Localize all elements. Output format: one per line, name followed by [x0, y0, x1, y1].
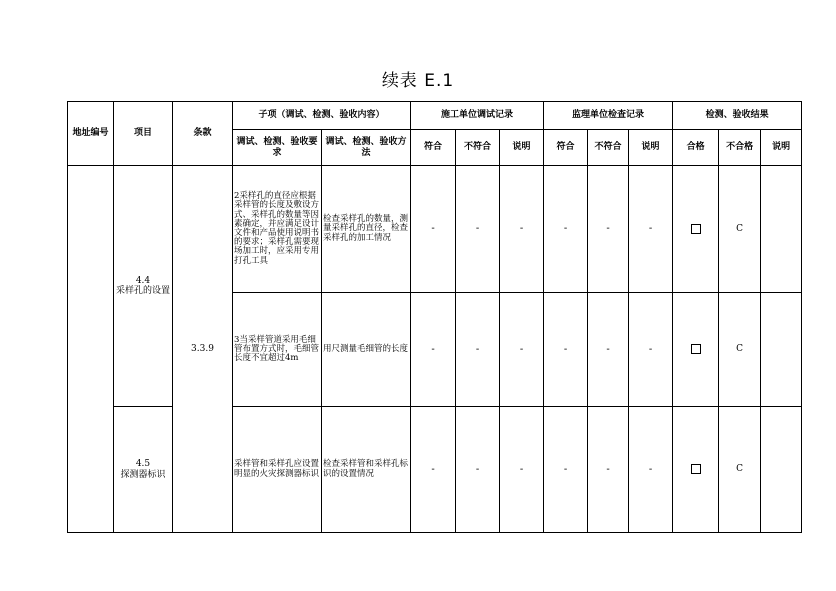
construction-explain-mark: -: [500, 166, 544, 293]
result-explain-cell: [761, 407, 802, 533]
qualified-cell: [673, 293, 719, 407]
clause-cell: 3.3.9: [173, 166, 233, 533]
header-clause: 条款: [173, 102, 233, 166]
construction-conform-mark: -: [411, 293, 456, 407]
supervision-conform-mark: -: [544, 407, 588, 533]
item-45-cell: [114, 407, 173, 533]
construction-explain-mark: -: [500, 407, 544, 533]
inspection-table: [67, 101, 802, 533]
supervision-explain-mark: -: [629, 407, 673, 533]
unqualified-cell: C: [719, 407, 761, 533]
qualified-checkbox[interactable]: [691, 344, 701, 354]
header-supervision-conform: 符合: [544, 130, 588, 166]
supervision-conform-mark: -: [544, 166, 588, 293]
result-explain-cell: [761, 166, 802, 293]
supervision-conform-mark: -: [544, 293, 588, 407]
item-44-name: 采样孔的设置: [115, 286, 170, 296]
requirement-cell: 2采样孔的直径应根据采样管的长度及敷设方式、采样孔的数量等因素确定，并应满足设计文件和产品使用说明书的要求；采样孔需要现场加工时，应采用专用打孔工具: [233, 166, 322, 293]
qualified-cell: [673, 407, 719, 533]
header-supervision-record: 监理单位检查记录: [544, 102, 673, 130]
result-explain-cell: [761, 293, 802, 407]
unqualified-cell: C: [719, 166, 761, 293]
header-construction-conform: 符合: [411, 130, 456, 166]
supervision-nonconform-mark: -: [588, 293, 629, 407]
supervision-nonconform-mark: -: [588, 166, 629, 293]
construction-conform-mark: -: [411, 407, 456, 533]
construction-nonconform-mark: -: [456, 166, 500, 293]
header-qualified: 合格: [673, 130, 719, 166]
header-requirement: 调试、检测、验收要求: [233, 130, 322, 166]
supervision-explain-mark: -: [629, 166, 673, 293]
construction-explain-mark: -: [500, 293, 544, 407]
header-construction-nonconform: 不符合: [456, 130, 500, 166]
item-45-name: 探测器标识: [120, 469, 166, 480]
method-cell: 检查采样管和采样孔标识的设置情况: [322, 407, 411, 533]
table-title: 续表 E.1: [381, 71, 455, 91]
item-45-number: 4.5: [135, 459, 151, 470]
method-cell: 用尺测量毛细管的长度: [322, 293, 411, 407]
item-44-number: 4.4: [135, 275, 151, 286]
header-unqualified: 不合格: [719, 130, 761, 166]
header-result: 检测、验收结果: [673, 102, 802, 130]
construction-conform-mark: -: [411, 166, 456, 293]
header-method: 调试、检测、验收方法: [322, 130, 411, 166]
header-supervision-nonconform: 不符合: [588, 130, 629, 166]
header-construction-explain: 说明: [500, 130, 544, 166]
header-supervision-explain: 说明: [629, 130, 673, 166]
qualified-checkbox[interactable]: [691, 464, 701, 474]
header-subitem: 子项（调试、检测、验收内容）: [233, 102, 411, 130]
table-row: [68, 166, 802, 293]
construction-nonconform-mark: -: [456, 407, 500, 533]
header-result-explain: 说明: [761, 130, 802, 166]
header-address-code: 地址编号: [68, 102, 114, 166]
header-row-1: [68, 102, 802, 130]
unqualified-cell: C: [719, 293, 761, 407]
construction-nonconform-mark: -: [456, 293, 500, 407]
supervision-nonconform-mark: -: [588, 407, 629, 533]
header-construction-record: 施工单位调试记录: [411, 102, 544, 130]
requirement-cell: 采样管和采样孔应设置明显的火灾探测器标识: [233, 407, 322, 533]
supervision-explain-mark: -: [629, 293, 673, 407]
header-item: 项目: [114, 102, 173, 166]
requirement-cell: 3当采样管道采用毛细管布置方式时，毛细管长度不宜超过4m: [233, 293, 322, 407]
address-code-cell: [68, 166, 114, 533]
method-cell: 检查采样孔的数量，测量采样孔的直径，检查采样孔的加工情况: [322, 166, 411, 293]
item-44-cell: [114, 166, 173, 407]
qualified-cell: [673, 166, 719, 293]
qualified-checkbox[interactable]: [691, 224, 701, 234]
